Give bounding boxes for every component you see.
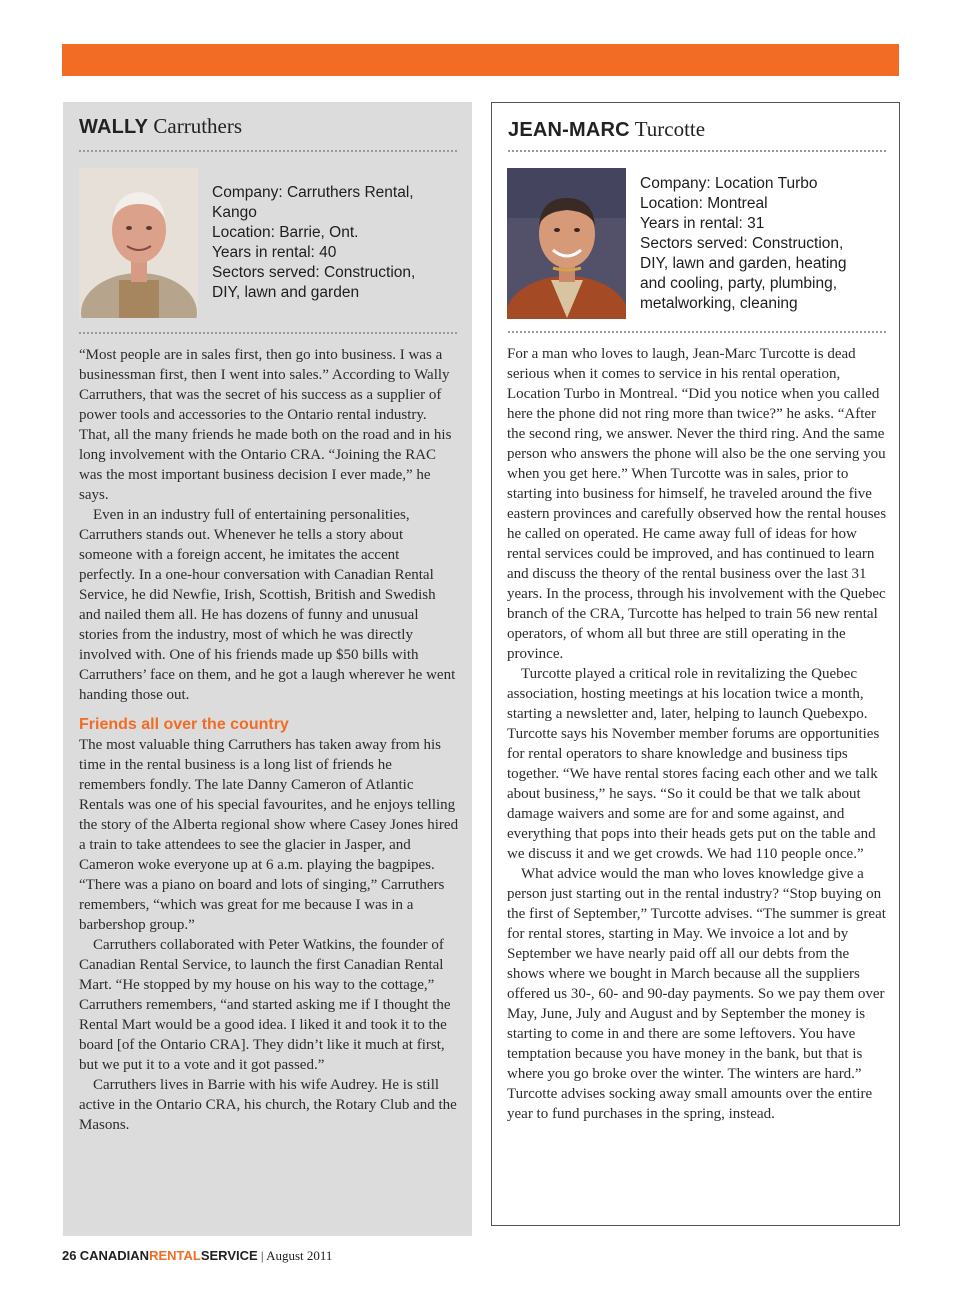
fact-line: Kango [212,204,257,221]
article-body [79,345,459,1135]
header-color-bar [62,44,899,76]
fact-line: Years in rental: 40 [212,244,337,261]
brand-part: RENTAL [149,1248,201,1263]
paragraph: Carruthers lives in Barrie with his wife Audrey. He is still active in the Ontario CRA, his church, the Rotary Club and the Masons. [79,1077,457,1133]
person-photo-icon [507,168,626,319]
issue-date: August 2011 [266,1248,333,1263]
paragraph: Turcotte played a critical role in revitalizing the Quebec association, hosting meetings at his location twice a month, starting a newsletter and, later, helping to launch Quebexpo. Turcotte says his November member forums are opportunities for rental operators to share knowledge and business tips together. “We have rental stores facing each other and we talk about business,” he says. “So it could be that we talk about damage waivers and some are for and some against, and everything that pops into their heads gets put on the table and we discuss it and we get crowds. We had 110 people once.” [507,666,880,862]
fact-line: DIY, lawn and garden, heating [640,255,847,272]
paragraph: For a man who loves to laugh, Jean-Marc Turcotte is dead serious when it comes to service in his rental operation, Location Turbo in Montreal. “Did you notice when you called here the phone did not ring more than twice?” he asks. “After the second ring, we answer. Never the third ring. And the same person who answers the phone will also be the one serving you when you get here.” When Turcotte was in sales, prior to starting into business for himself, he traveled around the five eastern provinces and carefully observed how the rental houses he called on operated. He came away full of ideas for how rental services could be improved, and has continued to learn and discuss the theory of the rental business over the last 31 years. In the process, through his involvement with the Quebec branch of the CRA, Turcotte has helped to train 56 new rental operators, of whom all but three are still operating in the province. [507,346,887,662]
footer-separator: | [260,1248,264,1263]
divider [79,332,457,334]
profile-first-name: JEAN-MARC [508,119,630,141]
profile-first-name: WALLY [79,116,149,138]
paragraph: Even in an industry full of entertaining personalities, Carruthers stands out. Whenever he tells a story about someone with a foreign accent, he imitates the accent perfectly. In a one-hour conversation with Canadian Rental Service, he did Newfie, Irish, Scottish, British and Swedish and nailed them all. He has dozens of funny and unusual stories from the industry, most of which he was directly involved with. One of his friends made up $50 bills with Carruthers’ face on them, and he got a laugh wherever he went handing those out. [79,507,456,703]
fact-line: Sectors served: Construction, [640,235,844,252]
brand-part: CANADIAN [79,1248,150,1263]
divider [508,331,886,333]
fact-line: metalworking, cleaning [640,295,798,312]
fact-line: Years in rental: 31 [640,215,765,232]
profile-last-name: Carruthers [153,114,243,138]
divider [508,150,886,152]
profile-last-name: Turcotte [634,117,706,141]
profile-facts [640,174,890,314]
fact-line: DIY, lawn and garden [212,284,360,301]
paragraph: Carruthers collaborated with Peter Watkins, the founder of Canadian Rental Service, to launch the first Canadian Rental Mart. “He stopped by my house on his way to the cottage,” Carruthers remembers, “and started asking me if I thought the Rental Mart would be a good idea. I liked it and took it to the board [of the Ontario CRA]. They didn’t like it much at first, but we put it to a vote and it got passed.” [79,937,451,1073]
fact-line: Location: Montreal [640,195,768,212]
divider [79,150,457,152]
fact-line: and cooling, party, plumbing, [640,275,838,292]
fact-line: Location: Barrie, Ont. [212,224,359,241]
page-number: 26 [62,1248,77,1263]
article-body [507,344,889,1124]
fact-line: Company: Location Turbo [640,175,818,192]
page-footer [62,1248,332,1264]
fact-line: Sectors served: Construction, [212,264,416,281]
brand-part: SERVICE [200,1248,258,1263]
paragraph: What advice would the man who loves knowledge give a person just starting out in the rental industry? “Stop buying on the first of September,” Turcotte advises. “The summer is great for rental stores, starting in May. We invoice a lot and by September we have nearly paid off all our debts from the shows where we bought in March because all the suppliers offered us 30-, 60- and 90-day payments. So we pay them over May, June, July and August and by September the money is starting to come in and there are some leftovers. You have temptation because you have money in the bank, but that is where you go broke over the winter. The winters are hard.” Turcotte advises socking away small amounts over the entire year to fund purchases in the spring, instead. [507,866,886,1122]
publication-name [80,1248,258,1263]
paragraph: The most valuable thing Carruthers has taken away from his time in the rental business is a long list of friends he remembers fondly. The late Danny Cameron of Atlantic Rentals was one of his special favourites, and he enjoys telling the story of the Alberta regional show where Casey Jones hired a train to take attendees to see the glacier in Jasper, and Cameron woke everyone up at 6 a.m. playing the bagpipes. “There was a piano on board and lots of singing,” Carruthers remembers, “which was great for me because I was in a barbershop group.” [79,737,459,933]
profile-panel-wally [63,102,472,1236]
profile-panel-jean-marc [491,102,900,1226]
fact-line: Company: Carruthers Rental, [212,184,414,201]
subheading: Friends all over the country [79,716,289,733]
profile-name [79,114,242,139]
profile-name [508,117,705,142]
profile-facts [212,183,452,303]
paragraph: “Most people are in sales first, then go into business. I was a businessman first, then I went into sales.” According to Wally Carruthers, that was the secret of his success as a supplier of power tools and accessories to the Ontario rental industry. That, all the many friends he made both on the road and in his long involvement with the Ontario CRA. “Joining the RAC was the most important business decision I ever made,” he says. [79,347,452,503]
person-photo-icon [79,168,198,318]
